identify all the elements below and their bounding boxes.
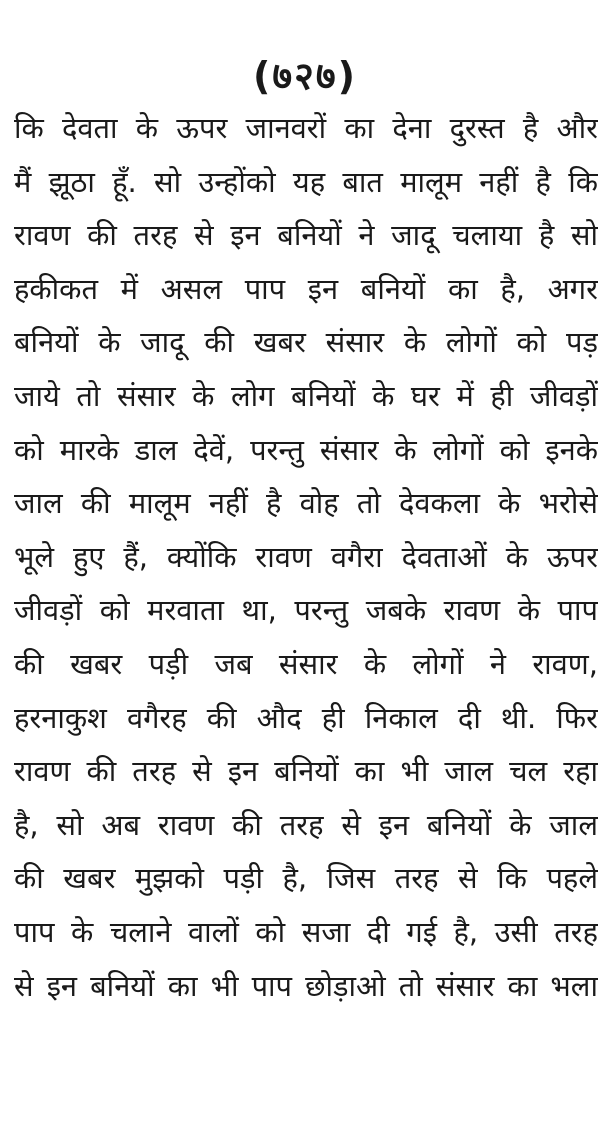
text-line: को मारके डाल देवें, परन्तु संसार के लोगों को इनके <box>14 432 598 467</box>
text-line: की खबर पड़ी जब संसार के लोगों ने रावण, <box>14 646 598 681</box>
text-line: जाल की मालूम नहीं है वोह तो देवकला के भरोसे <box>14 486 598 521</box>
text-line: है, सो अब रावण की तरह से इन बनियों के जाल <box>14 807 598 842</box>
text-line: कि देवता के ऊपर जानवरों का देना दुरस्त है और <box>14 111 598 145</box>
text-line: की खबर मुझको पड़ी है, जिस तरह से कि पहले <box>14 861 598 896</box>
text-line: जाये तो संसार के लोग बनियों के घर में ही जीवड़ों <box>14 378 598 413</box>
page-number: (७२७) <box>252 54 357 98</box>
text-line: रावण की तरह से इन बनियों ने जादू चलाया है सो <box>14 218 598 253</box>
text-line: हकीकत में असल पाप इन बनियों का है, अगर <box>14 271 598 306</box>
text-line: भूले हुए हैं, क्योंकि रावण वगैरा देवताओं के ऊपर <box>14 539 598 574</box>
text-line: से इन बनियों का भी पाप छोड़ाओ तो संसार का भला <box>14 968 598 1003</box>
text-line: मैं झूठा हूँ. सो उन्होंको यह बात मालूम नहीं है कि <box>14 164 598 199</box>
text-line: जीवड़ों को मरवाता था, परन्तु जबके रावण के पाप <box>14 593 598 628</box>
text-line: पाप के चलाने वालों को सजा दी गई है, उसी तरह <box>14 914 598 949</box>
body-text <box>14 102 598 1013</box>
text-line: हरनाकुश वगैरह की औद ही निकाल दी थी. फिर <box>14 700 598 735</box>
text-line: बनियों के जादू की खबर संसार के लोगों को पड़ <box>14 325 598 360</box>
text-line: रावण की तरह से इन बनियों का भी जाल चल रहा <box>14 754 598 789</box>
